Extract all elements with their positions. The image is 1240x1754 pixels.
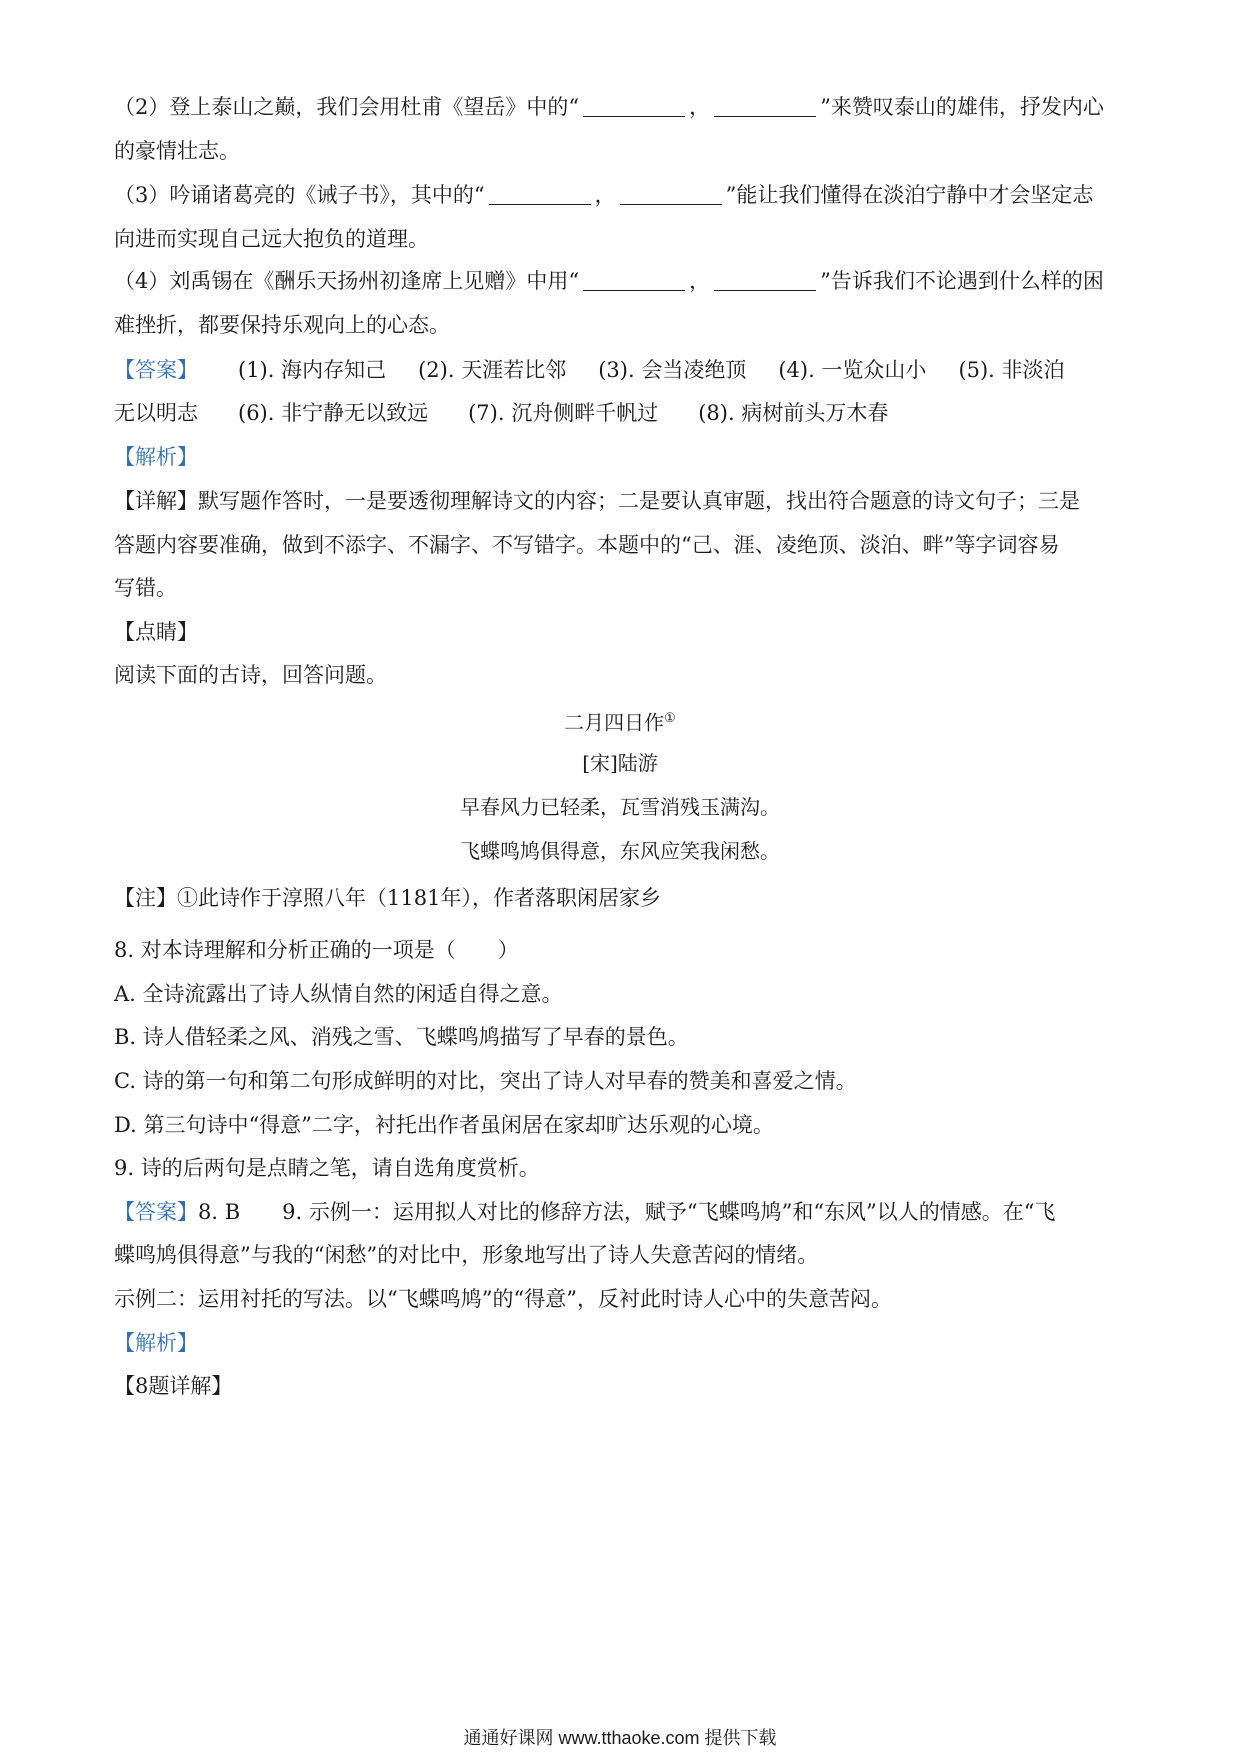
answer-item: (2). 天涯若比邻 bbox=[418, 358, 567, 382]
poem-note-mark: ① bbox=[664, 711, 676, 726]
answer-item: (6). 非宁静无以致远 bbox=[238, 401, 429, 425]
answer-1-line-2 bbox=[114, 398, 1128, 428]
option-d: D. 第三句诗中“得意”二字，衬托出作者虽闲居在家却旷达乐观的心境。 bbox=[114, 1113, 774, 1137]
question-8-stem: 8. 对本诗理解和分析正确的一项是（ ） bbox=[114, 938, 519, 962]
separator: ， bbox=[594, 183, 616, 207]
analysis-label: 【解析】 bbox=[114, 1331, 198, 1355]
question-3-text-end: ”能让我们懂得在淡泊宁静中才会坚定志 bbox=[725, 183, 1094, 207]
detail-1-line-2: 答题内容要准确，做到不添字、不漏字、不写错字。本题中的“己、涯、凌绝顶、淡泊、畔”等字词容易 bbox=[114, 533, 1060, 557]
answer-2-line-3: 示例二：运用衬托的写法。以“飞蝶鸣鸠”的“得意”，反衬此时诗人心中的失意苦闷。 bbox=[114, 1287, 892, 1311]
page-footer[interactable]: 通通好课网 www.tthaoke.com 提供下载 bbox=[463, 1728, 777, 1748]
detail-8-label: 【8题详解】 bbox=[114, 1374, 233, 1398]
answer-blank bbox=[620, 184, 722, 205]
question-4-line-2: 难挫折，都要保持乐观向上的心态。 bbox=[114, 313, 450, 337]
answer-1-line-1 bbox=[114, 355, 1128, 385]
detail-1-line-3: 写错。 bbox=[114, 576, 177, 600]
answer-2-line-2: 蝶鸣鸠俱得意”与我的“闲愁”的对比中，形象地写出了诗人失意苦闷的情绪。 bbox=[114, 1243, 819, 1267]
poem-title-text: 二月四日作 bbox=[564, 710, 665, 735]
answer-2-text: 8. B 9. 示例一：运用拟人对比的修辞方法，赋予“飞蝶鸣鸠”和“东风”以人的情感。在“飞 bbox=[198, 1200, 1056, 1224]
answer-blank bbox=[489, 184, 591, 205]
answer-2-line-1 bbox=[114, 1197, 1128, 1227]
answer-item: (8). 病树前头万木春 bbox=[698, 401, 889, 425]
separator: ， bbox=[689, 95, 711, 119]
answer-item: (5). 非淡泊 bbox=[958, 358, 1065, 382]
question-4-text: （4）刘禹锡在《酬乐天扬州初逢席上见赠》中用“ bbox=[114, 269, 580, 293]
answer-blank bbox=[583, 270, 685, 291]
question-2-line-1 bbox=[114, 92, 1128, 122]
answer-label: 【答案】 bbox=[114, 1200, 198, 1224]
poem-title bbox=[0, 704, 1240, 738]
option-b: B. 诗人借轻柔之风、消残之雪、飞蝶鸣鸠描写了早春的景色。 bbox=[114, 1025, 689, 1049]
option-c: C. 诗的第一句和第二句形成鲜明的对比，突出了诗人对早春的赞美和喜爱之情。 bbox=[114, 1069, 857, 1093]
question-3-line-1 bbox=[114, 180, 1128, 210]
answer-item: (3). 会当凌绝顶 bbox=[598, 358, 747, 382]
analysis-label: 【解析】 bbox=[114, 445, 198, 469]
answer-item: (7). 沉舟侧畔千帆过 bbox=[468, 401, 659, 425]
answer-blank bbox=[583, 96, 685, 117]
question-2-text: （2）登上泰山之巅，我们会用杜甫《望岳》中的“ bbox=[114, 95, 580, 119]
question-3-line-2: 向进而实现自己远大抱负的道理。 bbox=[114, 227, 429, 251]
answer-item: (1). 海内存知己 bbox=[238, 358, 387, 382]
question-2-line-2: 的豪情壮志。 bbox=[114, 139, 240, 163]
question-9: 9. 诗的后两句是点睛之笔，请自选角度赏析。 bbox=[114, 1156, 540, 1180]
answer-item: (4). 一览众山小 bbox=[778, 358, 927, 382]
poem-author: [宋]陆游 bbox=[582, 751, 658, 775]
question-2-text-end: ”来赞叹泰山的雄伟，抒发内心 bbox=[820, 95, 1104, 119]
question-3-text: （3）吟诵诸葛亮的《诫子书》，其中的“ bbox=[114, 183, 485, 207]
poem-note: 【注】①此诗作于淳照八年（1181年），作者落职闲居家乡 bbox=[114, 886, 661, 910]
answer-continuation: 无以明志 bbox=[114, 401, 198, 425]
detail-1-line-1: 【详解】默写题作答时，一是要透彻理解诗文的内容；二是要认真审题，找出符合题意的诗文句子；三是 bbox=[114, 489, 1080, 513]
answer-label: 【答案】 bbox=[114, 358, 198, 382]
answer-blank bbox=[714, 270, 816, 291]
reading-prompt: 阅读下面的古诗，回答问题。 bbox=[114, 663, 387, 687]
poem-line-2: 飞蝶鸣鸠俱得意，东风应笑我闲愁。 bbox=[460, 839, 780, 863]
poem-line-1: 早春风力已轻柔，瓦雪消残玉满沟。 bbox=[460, 795, 780, 819]
dianjing-label: 【点睛】 bbox=[114, 620, 198, 644]
question-4-line-1 bbox=[114, 266, 1128, 296]
option-a: A. 全诗流露出了诗人纵情自然的闲适自得之意。 bbox=[114, 982, 563, 1006]
separator: ， bbox=[689, 269, 711, 293]
answer-blank bbox=[714, 96, 816, 117]
question-4-text-end: ”告诉我们不论遇到什么样的困 bbox=[820, 269, 1104, 293]
